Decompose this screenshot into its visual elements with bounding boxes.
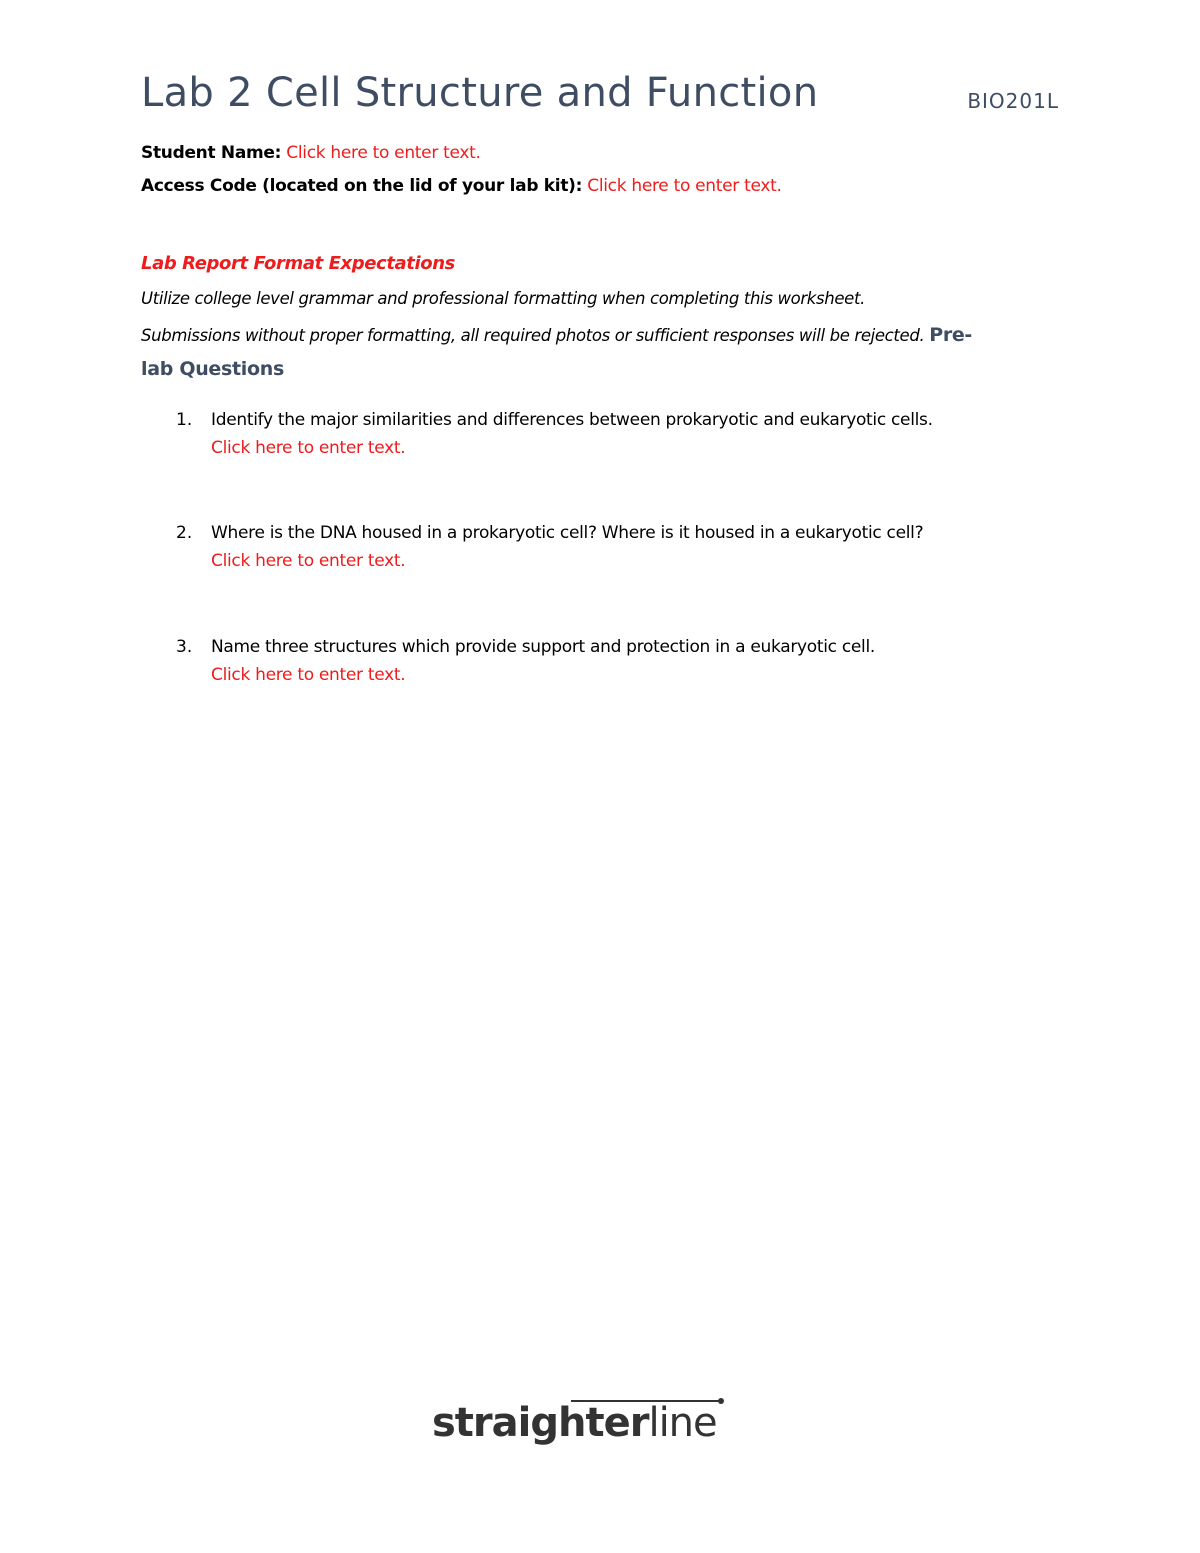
answer-field[interactable]: Click here to enter text.: [211, 438, 406, 458]
document-title: Lab 2 Cell Structure and Function: [141, 70, 819, 116]
answer-field[interactable]: Click here to enter text.: [211, 665, 406, 685]
access-code-row: [141, 176, 782, 196]
prelab-heading-end: lab Questions: [141, 358, 285, 380]
logo-wordmark-bold: straighter: [432, 1400, 649, 1446]
student-name-label: Student Name:: [141, 143, 282, 163]
student-name-field[interactable]: Click here to enter text.: [286, 143, 481, 163]
question-number: 1.: [176, 410, 193, 430]
format-expectations-heading: Lab Report Format Expectations: [141, 253, 455, 274]
question-text: Name three structures which provide support and protection in a eukaryotic cell.: [211, 637, 875, 657]
logo-wordmark-light: line: [648, 1400, 717, 1446]
format-instruction-1: Utilize college level grammar and professional formatting when completing this worksheet.: [141, 289, 865, 308]
prelab-heading-start: Pre-: [929, 324, 972, 346]
access-code-field[interactable]: Click here to enter text.: [587, 176, 782, 196]
course-code: BIO201L: [967, 89, 1059, 113]
logo-wordmark: [432, 1400, 717, 1446]
student-name-row: [141, 143, 481, 163]
access-code-label: Access Code (located on the lid of your lab kit):: [141, 176, 583, 196]
question-text: Where is the DNA housed in a prokaryotic cell? Where is it housed in a eukaryotic cell?: [211, 523, 924, 543]
question-number: 2.: [176, 523, 193, 543]
answer-field[interactable]: Click here to enter text.: [211, 551, 406, 571]
question-text: Identify the major similarities and differences between prokaryotic and eukaryotic cells.: [211, 410, 933, 430]
format-instruction-2: Submissions without proper formatting, all required photos or sufficient responses will be rejected.: [141, 326, 925, 345]
question-number: 3.: [176, 637, 193, 657]
format-instruction-2-row: [141, 324, 972, 346]
